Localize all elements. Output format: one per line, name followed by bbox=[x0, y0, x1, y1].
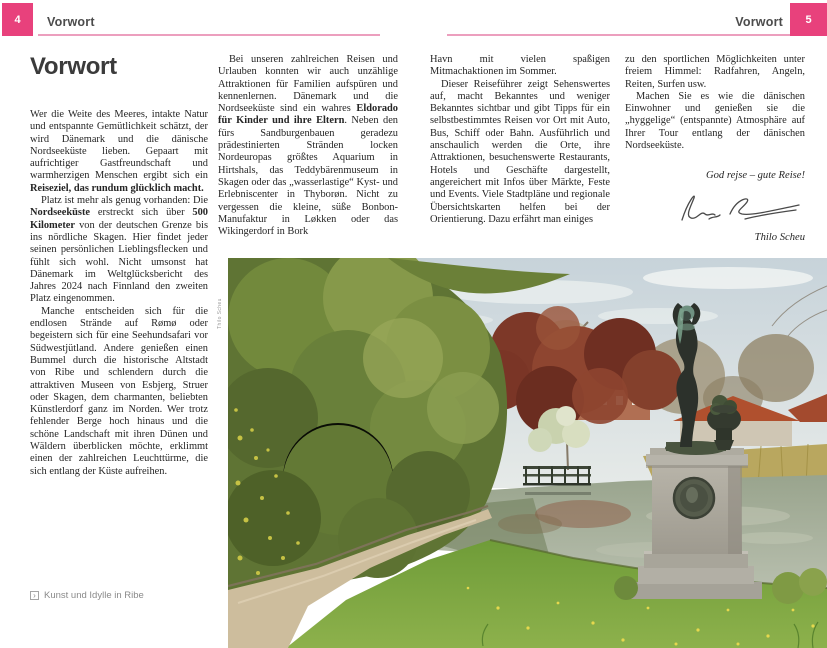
chapter-title: Vorwort bbox=[30, 53, 117, 80]
paragraph: Manche entscheiden sich für die endlosen Strände auf Rømø oder begeistern sich für eine Seehundsafari vor Südwestjütland. Andere genießen einen Bummel durch die historische Altstadt von Ribe und schlendern durch die attraktiven Museen von Esbjerg, Struer oder Skagen, dem charmanten, beliebten Künstlerdorf ganz im Norden. Wer trotz fehlender Berge hoch hinaus und die schöne Landschaft mit ihren Dünen und Wäldern überblicken möchte, erklimmt einen der zahlreichen Leuchttürme, die sich entlang der Küste aufreihen. bbox=[30, 305, 208, 477]
photo-caption bbox=[30, 590, 144, 601]
closing-line: God rejse – gute Reise! bbox=[705, 170, 805, 182]
paragraph: Havn mit vielen spaßigen Mitmachaktionen im Sommer. bbox=[430, 54, 610, 78]
running-header-right: Vorwort bbox=[735, 15, 783, 29]
text-column-3 bbox=[430, 54, 610, 226]
header-rule-right bbox=[447, 34, 790, 36]
paragraph: zu den sportlichen Möglichkeiten unter freiem Himmel: Radfahren, Angeln, Reiten, Surfen usw. bbox=[625, 54, 805, 90]
header-rule-left bbox=[38, 34, 380, 36]
paragraph: Wer die Weite des Meeres, intakte Natur und entspannte Gemütlichkeit schätzt, der wird Dänemark und die dänische Nordseeküste lieben. Gepaart mit aufrichtiger Gastfreundschaft und warmherzigen Menschen ergibt sich ein Reiseziel, das rundum glücklich macht. bbox=[30, 109, 208, 194]
text-column-4 bbox=[625, 54, 805, 243]
caption-text: Kunst und Idylle in Ribe bbox=[44, 590, 144, 601]
photo-park-statue-ribe bbox=[228, 258, 827, 648]
paragraph: Platz ist mehr als genug vorhanden: Die Nordseeküste erstreckt sich über 500 Kilometer von der deutschen Grenze bis ins nördliche Skagen. Hier findet jeder seinen persönlichen Lieblingsflecken und fühlt sich wohl. Nicht umsonst hat Dänemark im Weltglücksbericht des Jahres 2024 nach Finnland den zweiten Platz eingenommen. bbox=[30, 195, 208, 305]
photo-credit: Thilo Scheu bbox=[217, 298, 223, 329]
caption-arrow-icon: › bbox=[30, 591, 39, 600]
signature-scrawl bbox=[675, 189, 805, 225]
paragraph: Dieser Reiseführer zeigt Sehenswertes auf, macht Bekanntes und weniger Bekanntes sichtbar und gibt Tipps für ein selbstbestimmtes Reisen vor Ort mit Auto, Bus, Schiff oder Bahn. Ausführlich und anschaulich werden die Orte, ihre Attraktionen, besuchenswerte Restaurants, Hotels und Geschäfte dargestellt, angereichert mit Infos über Märkte, Feste und Events. Viele Stadtpläne und regionale Übersichtskarten helfen bei der Orientierung. Dazu erfährt man einiges bbox=[430, 78, 610, 225]
author-name: Thilo Scheu bbox=[754, 232, 805, 244]
running-header-left: Vorwort bbox=[47, 15, 95, 29]
signature bbox=[625, 189, 805, 230]
paragraph: Bei unseren zahlreichen Reisen und Urlauben konnten wir auch unzählige Attraktionen für Familien aufspüren und kennenlernen. Dänemark und die Nordseeküste sind ein wahres Eldorado für Kinder und ihre Eltern. Neben den fürs Sandburgenbauen geradezu prädestinierten Stränden locken Nordeuropas größtes Aquarium in Hirtshals, das Teddybärenmuseum in Skagen oder das „wasserlastige“ Kyst- und Erlebniscenter in Thyborøn. Nicht zu vergessen die kleine, süße Bonbon-Manufaktur in Løkken oder das Wikingerdorf in Bork bbox=[218, 54, 399, 238]
page-number-left: 4 bbox=[2, 3, 33, 36]
text-column-2 bbox=[218, 54, 398, 238]
paragraph: Machen Sie es wie die dänischen Einwohner und genießen sie die „hyggelige“ (entspannte) Atmosphäre auf Ihrer Tour entlang der dänischen Nordseeküste. bbox=[625, 90, 805, 152]
page-number-right: 5 bbox=[790, 3, 827, 36]
text-column-1 bbox=[30, 53, 208, 478]
